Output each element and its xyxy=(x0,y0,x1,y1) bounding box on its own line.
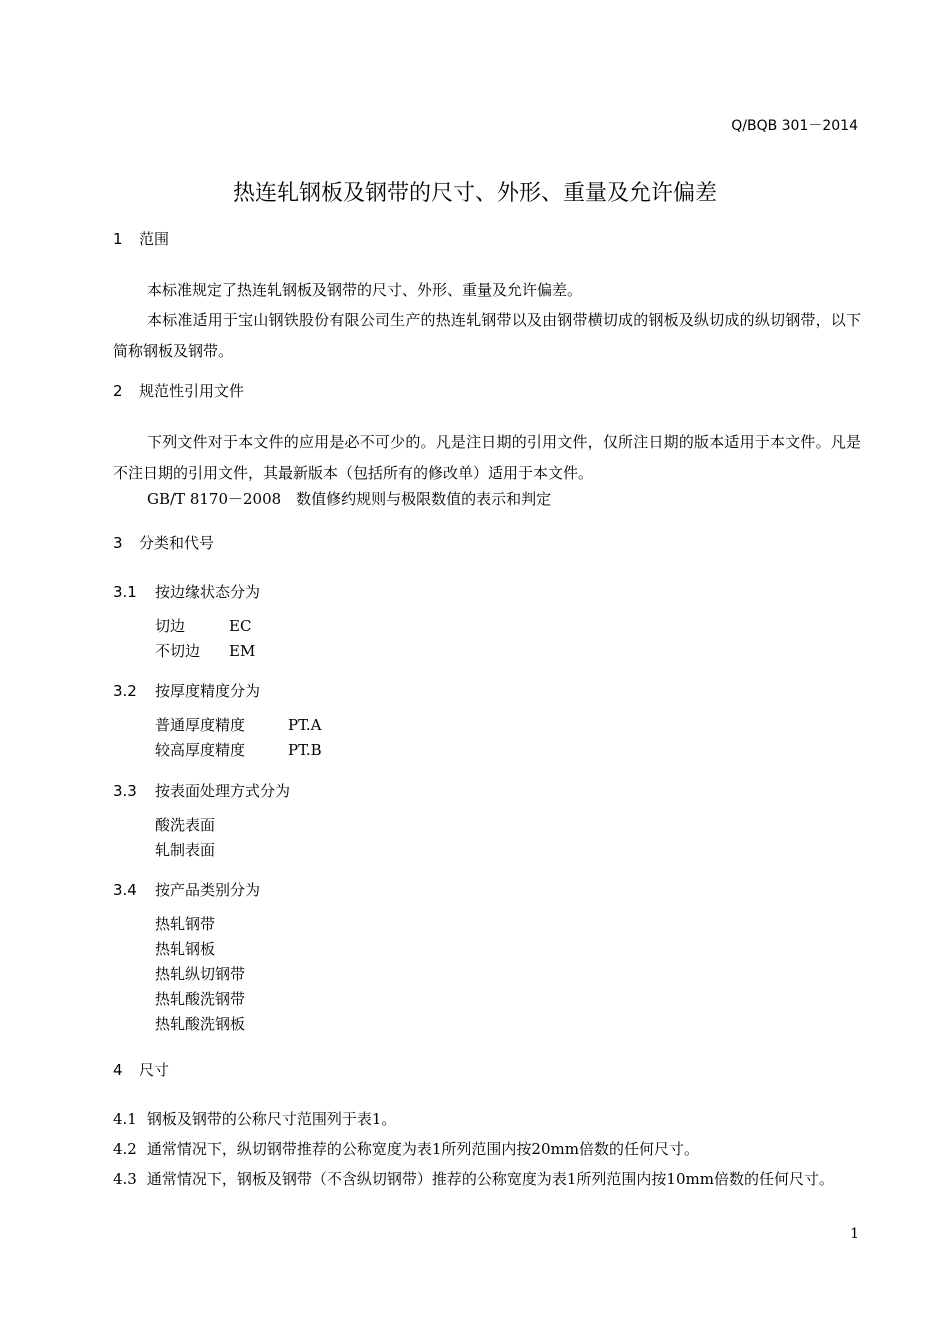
section-number: 2 xyxy=(113,382,123,400)
subsection-number: 3.1 xyxy=(113,583,137,601)
list-item: 热轧钢带 xyxy=(155,915,216,933)
section-title: 分类和代号 xyxy=(139,534,215,552)
subsection-title: 按边缘状态分为 xyxy=(155,583,261,601)
page-number: 1 xyxy=(850,1226,859,1242)
section-2-heading xyxy=(113,380,244,401)
document-title: 热连轧钢板及钢带的尺寸、外形、重量及允许偏差 xyxy=(232,181,717,206)
section-number: 4 xyxy=(113,1061,123,1079)
list-item xyxy=(155,713,322,738)
subsection-title: 按厚度精度分为 xyxy=(155,682,261,700)
subsection-number: 3.4 xyxy=(113,881,137,899)
subsection-3-4-heading xyxy=(113,879,260,900)
paragraph: 本标准规定了热连轧钢板及钢带的尺寸、外形、重量及允许偏差。 xyxy=(147,281,583,299)
item-code: PT.B xyxy=(288,741,322,759)
paragraph: 下列文件对于本文件的应用是必不可少的。凡是注日期的引用文件，仅所注日期的版本适用于本文件。凡是不注日期的引用文件，其最新版本（包括所有的修改单）适用于本文件。 xyxy=(113,433,861,482)
clause-text: 通常情况下，纵切钢带推荐的公称宽度为表1所列范围内按20mm倍数的任何尺寸。 xyxy=(146,1140,699,1158)
classification-list xyxy=(155,614,255,664)
subsection-number: 3.2 xyxy=(113,682,137,700)
list-item: 热轧酸洗钢板 xyxy=(155,1015,246,1033)
subsection-3-3-heading xyxy=(113,780,290,801)
clause-text: 通常情况下，钢板及钢带（不含纵切钢带）推荐的公称宽度为表1所列范围内按10mm倍数的任何尺寸。 xyxy=(146,1170,834,1188)
reference-standard: GB/T 8170－2008 数值修约规则与极限数值的表示和判定 xyxy=(147,490,552,508)
list-item xyxy=(155,738,322,763)
item-label: 较高厚度精度 xyxy=(155,741,246,759)
section-title: 尺寸 xyxy=(139,1061,170,1079)
section-number: 1 xyxy=(113,230,123,248)
clause-number: 4.1 xyxy=(113,1110,137,1128)
item-label: 不切边 xyxy=(155,642,201,660)
list-item: 热轧酸洗钢带 xyxy=(155,990,246,1008)
item-label: 普通厚度精度 xyxy=(155,716,246,734)
subsection-3-1-heading xyxy=(113,581,260,602)
paragraph: 本标准适用于宝山钢铁股份有限公司生产的热连轧钢带以及由钢带横切成的钢板及纵切成的纵切钢带，以下简称钢板及钢带。 xyxy=(113,311,861,360)
section-3-heading xyxy=(113,532,214,553)
subsection-number: 3.3 xyxy=(113,782,137,800)
document-code: Q/BQB 301－2014 xyxy=(731,118,858,134)
clause-text: 钢板及钢带的公称尺寸范围列于表1。 xyxy=(146,1110,397,1128)
list-item: 轧制表面 xyxy=(155,841,216,859)
list-item: 热轧纵切钢带 xyxy=(155,965,246,983)
numbered-clause xyxy=(113,1134,861,1165)
list-item: 热轧钢板 xyxy=(155,940,216,958)
numbered-clause xyxy=(113,1164,861,1195)
clause-number: 4.3 xyxy=(113,1170,137,1188)
subsection-title: 按表面处理方式分为 xyxy=(155,782,291,800)
list-item xyxy=(155,614,255,639)
subsection-title: 按产品类别分为 xyxy=(155,881,261,899)
list-item: 酸洗表面 xyxy=(155,816,216,834)
section-title: 范围 xyxy=(139,230,170,248)
classification-list xyxy=(155,713,322,763)
item-code: EM xyxy=(229,642,256,660)
section-title: 规范性引用文件 xyxy=(139,382,245,400)
item-code: PT.A xyxy=(288,716,322,734)
list-item xyxy=(155,639,255,664)
classification-list xyxy=(155,813,215,863)
item-label: 切边 xyxy=(155,617,186,635)
classification-list xyxy=(155,912,245,1037)
item-code: EC xyxy=(229,617,252,635)
section-1-heading xyxy=(113,228,169,249)
clause-number: 4.2 xyxy=(113,1140,137,1158)
section-number: 3 xyxy=(113,534,123,552)
numbered-clause xyxy=(113,1104,861,1135)
subsection-3-2-heading xyxy=(113,680,260,701)
section-4-heading xyxy=(113,1059,169,1080)
